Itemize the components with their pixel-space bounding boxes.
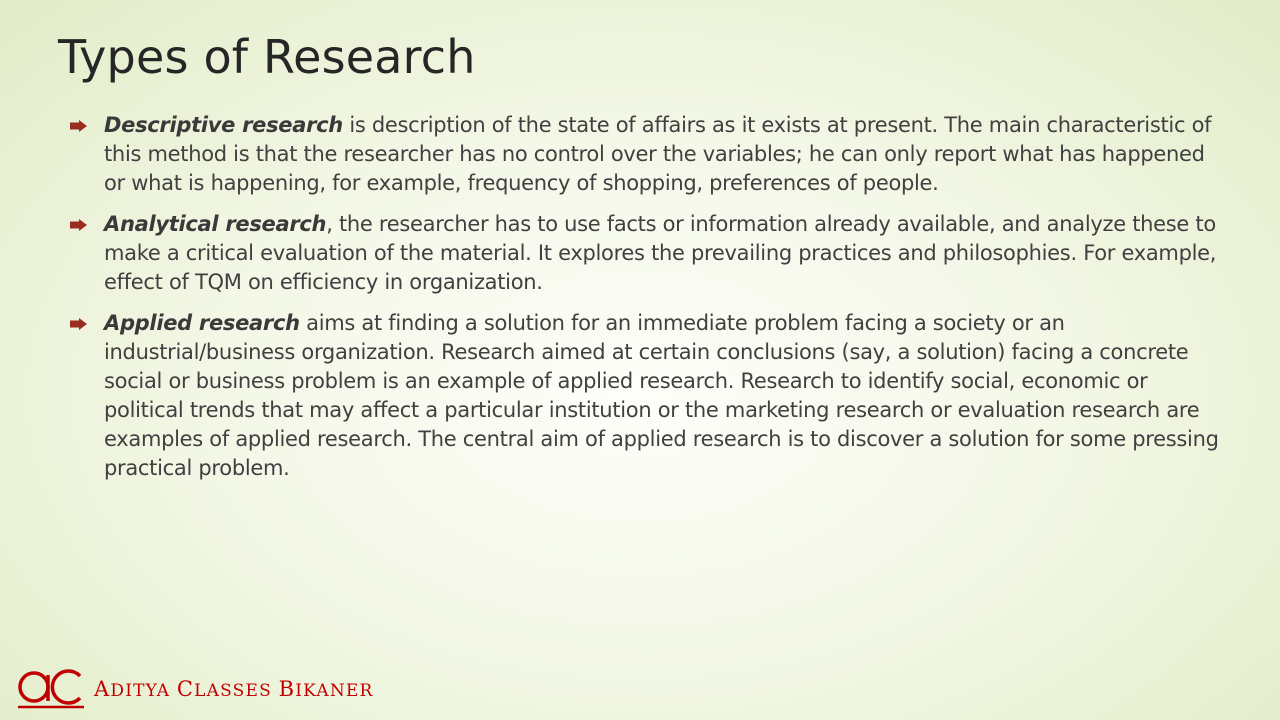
bullet-text: [104, 309, 1220, 483]
bullet-description: is description of the state of affairs as it exists at present. The main characteristic of this method is that the researcher has no control over the variables; he can only report what has happened or what is happening, for example, frequency of shopping, preferences of people.: [104, 113, 1212, 195]
bullet-term: Analytical research: [104, 212, 327, 236]
bullet-item-analytical: [70, 210, 1220, 297]
bullet-term: Applied research: [104, 311, 300, 335]
logo-text: ADITYA CLASSES BIKANER: [94, 677, 374, 701]
logo: [14, 667, 374, 711]
bullet-description: aims at finding a solution for an immediate problem facing a society or an industrial/business organization. Research aimed at certain conclusions (say, a solution) facing a concrete social or business problem is an example of applied research. Research to identify social, economic or political trends that may affect a particular institution or the marketing research or evaluation research are examples of applied research. The central aim of applied research is to discover a solution for some pressing practical problem.: [104, 311, 1219, 480]
bullet-text: [104, 111, 1220, 198]
right-arrow-icon: [70, 111, 104, 140]
right-arrow-icon: [70, 309, 104, 338]
right-arrow-icon: [70, 210, 104, 239]
bullet-text: [104, 210, 1220, 297]
bullet-list: [70, 111, 1220, 495]
bullet-description: , the researcher has to use facts or information already available, and analyze these to make a critical evaluation of the material. It explores the prevailing practices and philosophies. For example, effect of TQM on efficiency in organization.: [104, 212, 1217, 294]
bullet-term: Descriptive research: [104, 113, 343, 137]
bullet-item-descriptive: [70, 111, 1220, 198]
slide-title: Types of Research: [58, 30, 476, 84]
logo-mark: [14, 667, 88, 711]
bullet-item-applied: [70, 309, 1220, 483]
